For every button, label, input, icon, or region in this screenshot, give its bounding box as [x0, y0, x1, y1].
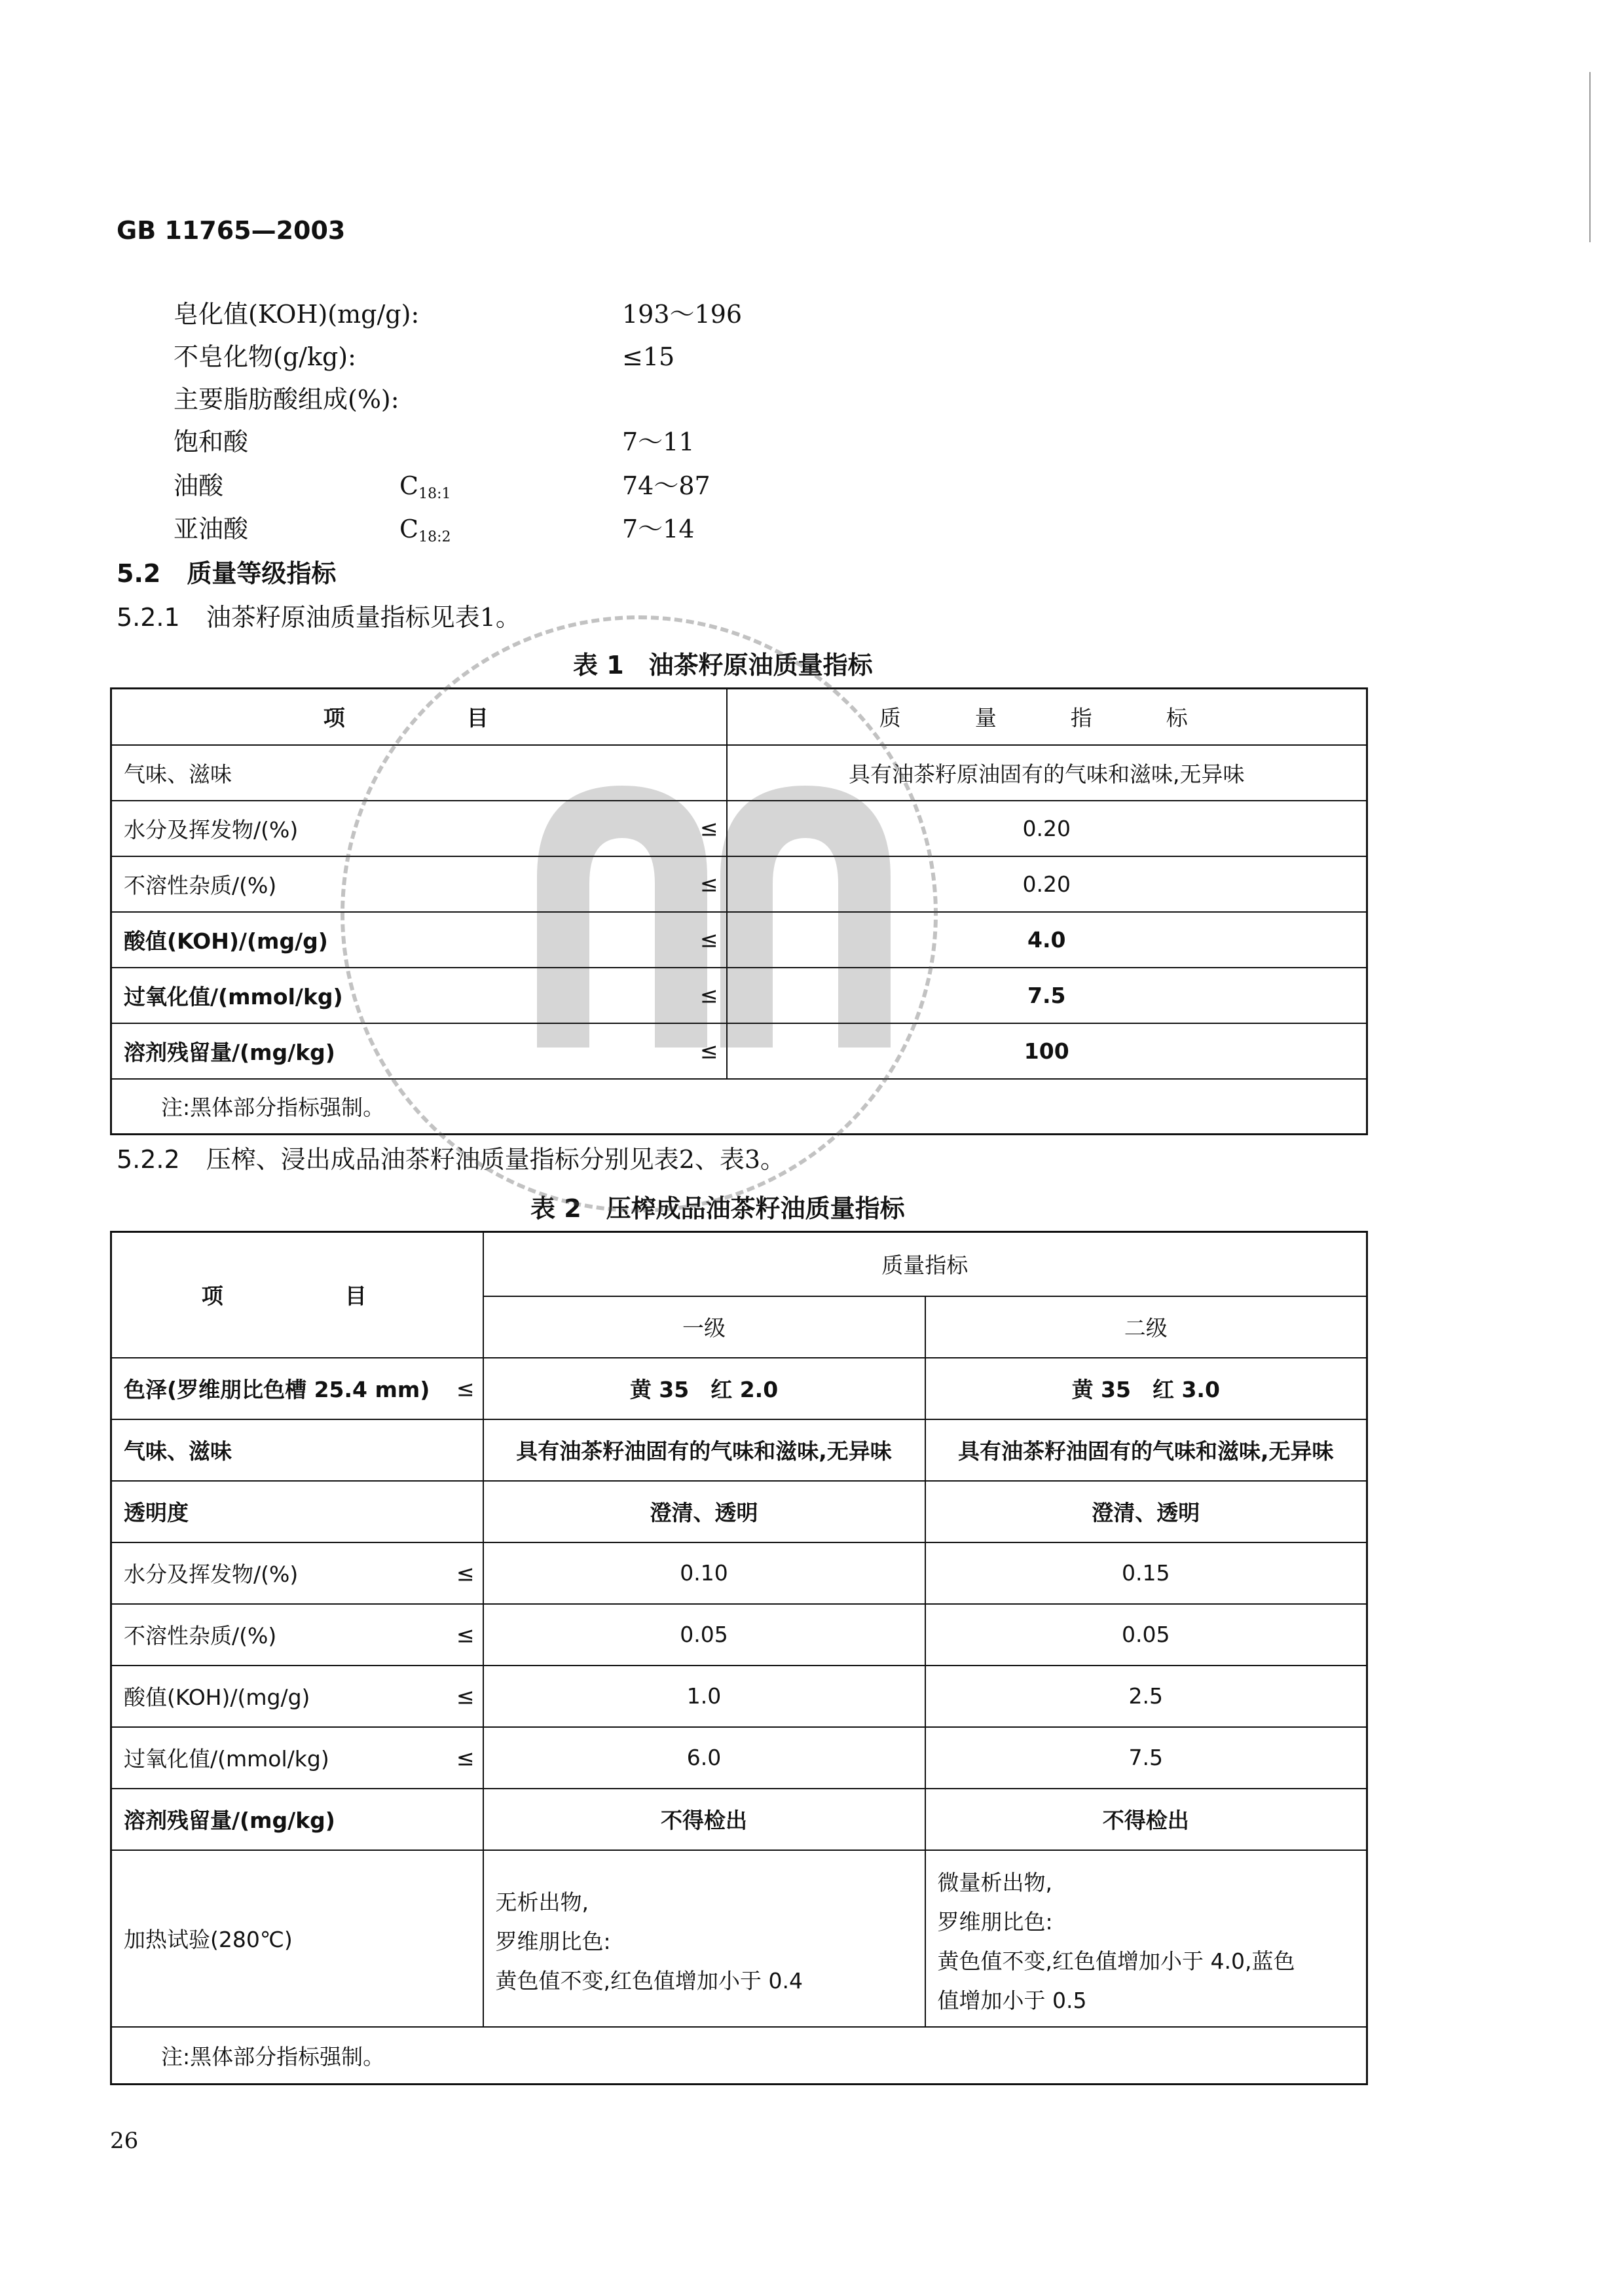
document-code: GB 11765—2003 — [117, 216, 346, 245]
table2-grade1-cell: 0.05 — [483, 1604, 925, 1666]
symbol-subscript: 18:1 — [418, 486, 451, 502]
section-5-2-2 — [117, 1139, 785, 1175]
table1-value-cell: 具有油茶籽原油固有的气味和滋味,无异味 — [727, 745, 1367, 801]
table2-grade2-cell: 黄 35 红 3.0 — [925, 1358, 1367, 1419]
property-symbol — [399, 466, 451, 514]
section-number: 5.2.2 — [117, 1145, 180, 1174]
section-title: 质量等级指标 — [187, 558, 337, 588]
heat-test-line: 无析出物, — [495, 1889, 589, 1915]
table1-item-label: 水分及挥发物/(%) — [124, 816, 299, 843]
property-name: 不皂化物(g/kg): — [174, 342, 356, 371]
heat-test-line: 罗维朋比色: — [937, 1908, 1053, 1935]
table2-header-row — [111, 1232, 1367, 1296]
table2-row — [111, 1789, 1367, 1850]
table1-note: 注:黑体部分指标强制。 — [111, 1079, 1367, 1135]
table1-row — [111, 968, 1367, 1023]
table1-value-cell: 0.20 — [727, 801, 1367, 856]
le-symbol: ≤ — [456, 1376, 475, 1401]
table2-item-cell — [111, 1789, 483, 1850]
table2-grade2-cell: 2.5 — [925, 1666, 1367, 1727]
le-symbol: ≤ — [456, 1560, 475, 1586]
table1-value-cell: 4.0 — [727, 912, 1367, 968]
symbol-base: C — [399, 515, 419, 543]
table2-grade1-cell: 黄 35 红 2.0 — [483, 1358, 925, 1419]
table2-item-cell — [111, 1358, 483, 1419]
table2-item-cell — [111, 1666, 483, 1727]
table2-heat-test-grade1 — [483, 1850, 925, 2027]
table2-heat-test-item: 加热试验(280℃) — [111, 1850, 483, 2027]
table2-grade1-cell: 0.10 — [483, 1542, 925, 1604]
margin-line — [1589, 72, 1591, 242]
table2-header-item: 项 目 — [111, 1232, 483, 1358]
property-name: 亚油酸 — [174, 515, 249, 543]
le-symbol: ≤ — [456, 1622, 475, 1647]
table1-item-label: 溶剂残留量/(mg/kg) — [124, 1039, 335, 1065]
table2-grade2-cell: 具有油茶籽油固有的气味和滋味,无异味 — [925, 1419, 1367, 1481]
table1-item-label: 气味、滋味 — [124, 761, 232, 787]
property-value: 7～14 — [622, 515, 695, 543]
table2-item-label: 水分及挥发物/(%) — [124, 1561, 299, 1587]
le-symbol: ≤ — [699, 926, 718, 953]
le-symbol: ≤ — [699, 982, 718, 1008]
table2-item-label: 气味、滋味 — [124, 1438, 232, 1464]
table1-item-cell — [111, 856, 727, 912]
table1-item-label: 酸值(KOH)/(mg/g) — [124, 928, 328, 954]
heat-test-line: 黄色值不变,红色值增加小于 0.4 — [495, 1967, 803, 1994]
section-5-2-heading — [117, 553, 336, 589]
section-number: 5.2 — [117, 559, 161, 588]
table2-item-cell — [111, 1481, 483, 1542]
table2-grade1-cell: 澄清、透明 — [483, 1481, 925, 1542]
table2-heat-test-grade2 — [925, 1850, 1367, 2027]
table2-heat-test-row — [111, 1850, 1367, 2027]
property-value: ≤15 — [622, 342, 675, 371]
table2-grade2-header: 二级 — [925, 1296, 1367, 1358]
table1 — [110, 687, 1368, 1135]
table1-item-label: 过氧化值/(mmol/kg) — [124, 983, 343, 1010]
table1-value-cell: 100 — [727, 1023, 1367, 1079]
table2-row — [111, 1604, 1367, 1666]
table2-row — [111, 1666, 1367, 1727]
page-number: 26 — [110, 2128, 139, 2154]
table2-grade2-cell: 0.15 — [925, 1542, 1367, 1604]
le-symbol: ≤ — [456, 1683, 475, 1709]
heat-test-line: 黄色值不变,红色值增加小于 4.0,蓝色 — [937, 1948, 1295, 1974]
section-text: 压榨、浸出成品油茶籽油质量指标分别见表2、表3。 — [206, 1145, 786, 1174]
section-text: 油茶籽原油质量指标见表1。 — [206, 603, 521, 632]
table2-grade1-cell: 6.0 — [483, 1727, 925, 1789]
symbol-subscript: 18:2 — [418, 529, 451, 545]
le-symbol: ≤ — [699, 871, 718, 897]
table2-item-cell — [111, 1419, 483, 1481]
table1-value-cell: 0.20 — [727, 856, 1367, 912]
table1-row — [111, 745, 1367, 801]
table2-grade2-cell: 澄清、透明 — [925, 1481, 1367, 1542]
table1-item-cell — [111, 801, 727, 856]
property-value: 74～87 — [622, 471, 710, 500]
table2-row — [111, 1358, 1367, 1419]
table1-row — [111, 1023, 1367, 1079]
table2-header-index: 质量指标 — [483, 1232, 1367, 1296]
table1-item-label: 不溶性杂质/(%) — [124, 872, 277, 898]
property-name: 皂化值(KOH)(mg/g): — [174, 300, 420, 329]
heat-test-line: 值增加小于 0.5 — [937, 1987, 1087, 2013]
table2-row — [111, 1419, 1367, 1481]
property-value: 7～11 — [622, 428, 695, 456]
table2-grade1-cell: 1.0 — [483, 1666, 925, 1727]
table1-title: 表 1 油茶籽原油质量指标 — [573, 651, 873, 680]
table2-item-label: 溶剂残留量/(mg/kg) — [124, 1808, 335, 1833]
table2-grade1-cell: 具有油茶籽油固有的气味和滋味,无异味 — [483, 1419, 925, 1481]
table2-item-cell — [111, 1727, 483, 1789]
property-value: 193～196 — [622, 300, 743, 329]
section-number: 5.2.1 — [117, 603, 180, 632]
table2-row — [111, 1481, 1367, 1542]
property-name: 主要脂肪酸组成(%): — [174, 385, 399, 414]
le-symbol: ≤ — [456, 1745, 475, 1770]
table1-item-cell — [111, 912, 727, 968]
table1-value-cell: 7.5 — [727, 968, 1367, 1023]
table2-grade1-cell: 不得检出 — [483, 1789, 925, 1850]
heat-test-line: 罗维朋比色: — [495, 1928, 611, 1954]
table1-item-cell — [111, 968, 727, 1023]
table2-item-label: 色泽(罗维朋比色槽 25.4 mm) — [124, 1377, 430, 1402]
table1-row — [111, 856, 1367, 912]
le-symbol: ≤ — [699, 815, 718, 841]
property-name: 饱和酸 — [174, 428, 249, 456]
table2-item-label: 酸值(KOH)/(mg/g) — [124, 1685, 310, 1710]
table1-header-row — [111, 689, 1367, 745]
table2-item-label: 不溶性杂质/(%) — [124, 1623, 277, 1649]
table2-item-cell — [111, 1604, 483, 1666]
table2-grade1-header: 一级 — [483, 1296, 925, 1358]
table2-note-row — [111, 2027, 1367, 2085]
table2-row — [111, 1727, 1367, 1789]
symbol-base: C — [399, 471, 419, 500]
table1-header-item: 项 目 — [111, 689, 727, 745]
le-symbol: ≤ — [699, 1038, 718, 1064]
table1-note-row — [111, 1079, 1367, 1135]
table1-item-cell — [111, 1023, 727, 1079]
table2-note: 注:黑体部分指标强制。 — [111, 2027, 1367, 2085]
property-name: 油酸 — [174, 471, 224, 500]
section-5-2-1 — [117, 597, 521, 633]
table2-item-cell — [111, 1542, 483, 1604]
table2-item-label: 过氧化值/(mmol/kg) — [124, 1746, 329, 1772]
table2-grade2-cell: 7.5 — [925, 1727, 1367, 1789]
table1-row — [111, 912, 1367, 968]
heat-test-line: 微量析出物, — [937, 1869, 1052, 1895]
table2-row — [111, 1542, 1367, 1604]
table1-item-cell — [111, 745, 727, 801]
table1-row — [111, 801, 1367, 856]
table2 — [110, 1231, 1368, 2085]
table2-grade2-cell: 不得检出 — [925, 1789, 1367, 1850]
table2-item-label: 透明度 — [124, 1500, 189, 1525]
table1-header-index: 质 量 指 标 — [727, 689, 1367, 745]
property-symbol — [399, 509, 451, 557]
table2-grade2-cell: 0.05 — [925, 1604, 1367, 1666]
table2-title: 表 2 压榨成品油茶籽油质量指标 — [530, 1194, 905, 1223]
